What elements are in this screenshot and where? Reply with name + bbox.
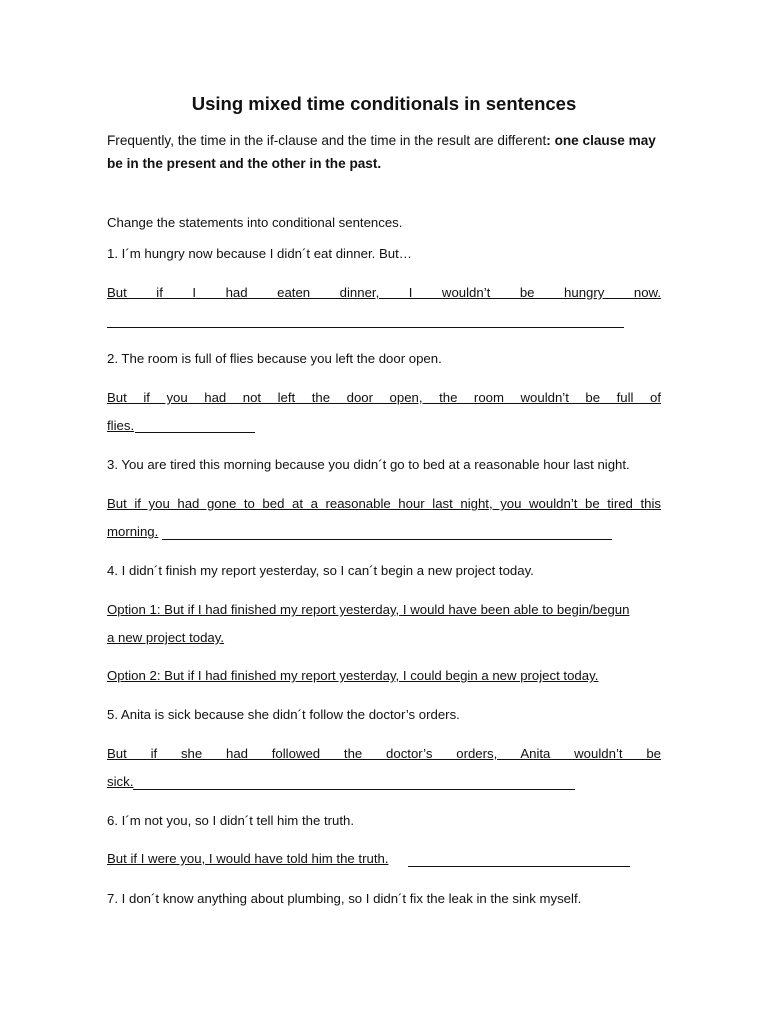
intro-paragraph [107, 129, 661, 175]
answer-1-blank-line [107, 327, 624, 328]
answer-1-line-1: But if I had eaten dinner, I wouldn’t be hungry now. [107, 285, 661, 300]
answer-3-line-1: But if you had gone to bed at a reasonable hour last night, you wouldn’t be tired this [107, 496, 661, 511]
answer-3-blank-line [162, 539, 612, 540]
page-title: Using mixed time conditionals in sentences [191, 93, 577, 114]
question-6: 6. I´m not you, so I didn´t tell him the truth. [107, 813, 355, 828]
intro-colon: : [546, 133, 551, 148]
answer-5-line-2: sick. [107, 774, 134, 789]
answer-4-option-2: Option 2: But if I had finished my report yesterday, I could begin a new project today. [107, 668, 599, 683]
question-5: 5. Anita is sick because she didn´t follow the doctor’s orders. [107, 707, 460, 722]
answer-2-blank-line [135, 432, 255, 433]
question-2: 2. The room is full of flies because you left the door open. [107, 351, 442, 366]
answer-6-blank-line [408, 866, 630, 867]
answer-5-line-1: But if she had followed the doctor’s orders, Anita wouldn’t be [107, 746, 661, 761]
answer-3-line-2: morning. [107, 524, 159, 539]
intro-emphasis: one clause may be in the present and the other in the past. [107, 133, 656, 171]
intro-text: Frequently, the time in the if-clause and the time in the result are different [107, 133, 547, 148]
answer-4-option-1-line-1: Option 1: But if I had finished my report yesterday, I would have been able to begin/begun [107, 602, 630, 617]
question-4: 4. I didn´t finish my report yesterday, so I can´t begin a new project today. [107, 563, 534, 578]
answer-2-line-2: flies. [107, 418, 135, 433]
answer-4-option-1-line-2: a new project today. [107, 630, 225, 645]
question-1: 1. I´m hungry now because I didn´t eat dinner. But… [107, 246, 412, 261]
instruction-text: Change the statements into conditional sentences. [107, 215, 403, 230]
answer-6-line-1: But if I were you, I would have told him the truth. [107, 851, 389, 866]
question-7: 7. I don´t know anything about plumbing, so I didn´t fix the leak in the sink myself. [107, 891, 582, 906]
answer-5-blank-line [133, 789, 575, 790]
answer-2-line-1: But if you had not left the door open, the room wouldn’t be full of [107, 390, 661, 405]
question-3: 3. You are tired this morning because you didn´t go to bed at a reasonable hour last night. [107, 457, 630, 472]
